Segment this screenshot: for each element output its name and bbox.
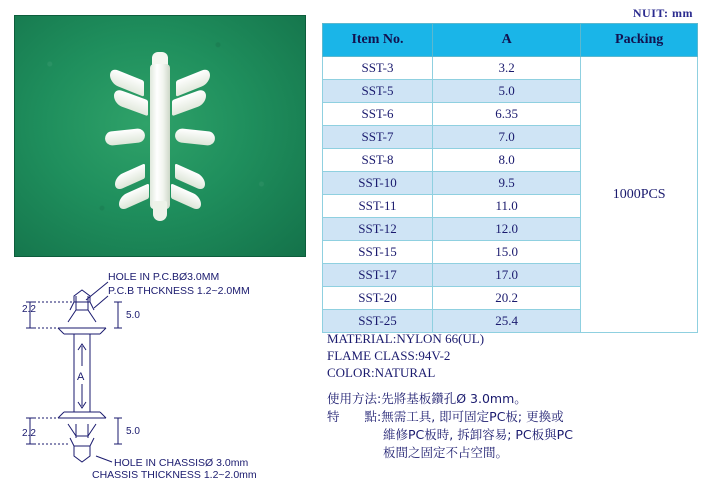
usage-row xyxy=(327,390,697,408)
flame-class-line: FLAME CLASS:94V-2 xyxy=(327,348,451,363)
part-shaft xyxy=(150,64,170,209)
cell-a: 9.5 xyxy=(432,172,580,195)
note-pcb-thickness: P.C.B THCKNESS 1.2~2.0MM xyxy=(108,285,250,297)
feature-label: 特 點: xyxy=(327,409,382,424)
cell-a: 15.0 xyxy=(432,241,580,264)
chinese-notes xyxy=(327,390,697,462)
feature-text-3-row: 板間之固定不占空間。 xyxy=(383,445,509,460)
cell-a: 12.0 xyxy=(432,218,580,241)
cell-item-no: SST-10 xyxy=(323,172,433,195)
usage-label: 使用方法: xyxy=(327,391,382,406)
usage-text: 先將基板鑽孔Ø 3.0mm。 xyxy=(381,391,527,406)
cell-item-no: SST-7 xyxy=(323,126,433,149)
drawing-upper-barb-2 xyxy=(68,310,96,322)
cell-item-no: SST-3 xyxy=(323,57,433,80)
cell-item-no: SST-8 xyxy=(323,149,433,172)
note-hole-chassis: HOLE IN CHASSISØ 3.0mm xyxy=(114,457,249,469)
part-tip xyxy=(153,201,167,221)
cell-a: 5.0 xyxy=(432,80,580,103)
product-photo xyxy=(14,15,306,257)
drawing-lower-flange-l xyxy=(58,412,64,418)
leader-line-top-2 xyxy=(94,296,108,308)
note-chassis-thickness: CHASSIS THICKNESS 1.2~2.0mm xyxy=(92,469,257,481)
cell-item-no: SST-6 xyxy=(323,103,433,126)
spec-table xyxy=(322,23,698,333)
cell-item-no: SST-20 xyxy=(323,287,433,310)
cell-item-no: SST-12 xyxy=(323,218,433,241)
dim-label-right-bottom: 5.0 xyxy=(126,426,140,437)
unit-separator: : xyxy=(664,6,669,20)
cell-item-no: SST-11 xyxy=(323,195,433,218)
dim-label-left-top: 2.2 xyxy=(22,304,36,315)
feature-text-2-row: 維修PC板時, 拆卸容易; PC板與PC xyxy=(383,427,573,442)
cell-a: 6.35 xyxy=(432,103,580,126)
material-line: MATERIAL:NYLON 66(UL) xyxy=(327,331,485,346)
cell-item-no: SST-5 xyxy=(323,80,433,103)
material-notes xyxy=(327,330,697,462)
drawing-svg xyxy=(8,266,308,488)
dim-label-a: A xyxy=(77,371,85,383)
cell-a: 7.0 xyxy=(432,126,580,149)
drawing-tip xyxy=(74,446,90,462)
part-wing xyxy=(174,128,215,146)
column-header-packing: Packing xyxy=(581,24,698,57)
technical-drawing xyxy=(8,266,308,488)
leader-line-top-1 xyxy=(86,282,108,300)
table-row xyxy=(323,57,698,80)
unit-label xyxy=(633,6,693,21)
cell-a: 8.0 xyxy=(432,149,580,172)
cell-a: 20.2 xyxy=(432,287,580,310)
drawing-lower-barb-1 xyxy=(68,424,96,436)
feature-row xyxy=(327,408,697,426)
unit-value: mm xyxy=(672,6,693,20)
cell-packing: 1000PCS xyxy=(581,57,698,333)
column-header-a: A xyxy=(432,24,580,57)
cell-a: 11.0 xyxy=(432,195,580,218)
unit-label-text: NUIT xyxy=(632,6,664,20)
table-header-row xyxy=(323,24,698,57)
drawing-flange-l xyxy=(58,328,64,334)
note-hole-pcb: HOLE IN P.C.BØ3.0MM xyxy=(108,271,220,283)
column-header-item-no: Item No. xyxy=(323,24,433,57)
cell-a: 17.0 xyxy=(432,264,580,287)
drawing-lower-barb-2 xyxy=(70,438,94,446)
cell-item-no: SST-17 xyxy=(323,264,433,287)
cell-item-no: SST-15 xyxy=(323,241,433,264)
leader-line-bottom-1 xyxy=(96,456,112,462)
dim-label-right-top: 5.0 xyxy=(126,310,140,321)
cell-a: 25.4 xyxy=(432,310,580,333)
feature-text-1: 無需工具, 即可固定PC板; 更換或 xyxy=(381,409,564,424)
drawing-lower-flange-r xyxy=(100,412,106,418)
nylon-support-part-image xyxy=(105,46,215,226)
cell-item-no: SST-25 xyxy=(323,310,433,333)
drawing-upper-barb-1 xyxy=(70,302,94,310)
part-wing xyxy=(104,128,145,146)
color-line: COLOR:NATURAL xyxy=(327,365,436,380)
dim-label-left-bottom: 2.2 xyxy=(22,428,36,439)
drawing-flange-r xyxy=(100,328,106,334)
cell-a: 3.2 xyxy=(432,57,580,80)
